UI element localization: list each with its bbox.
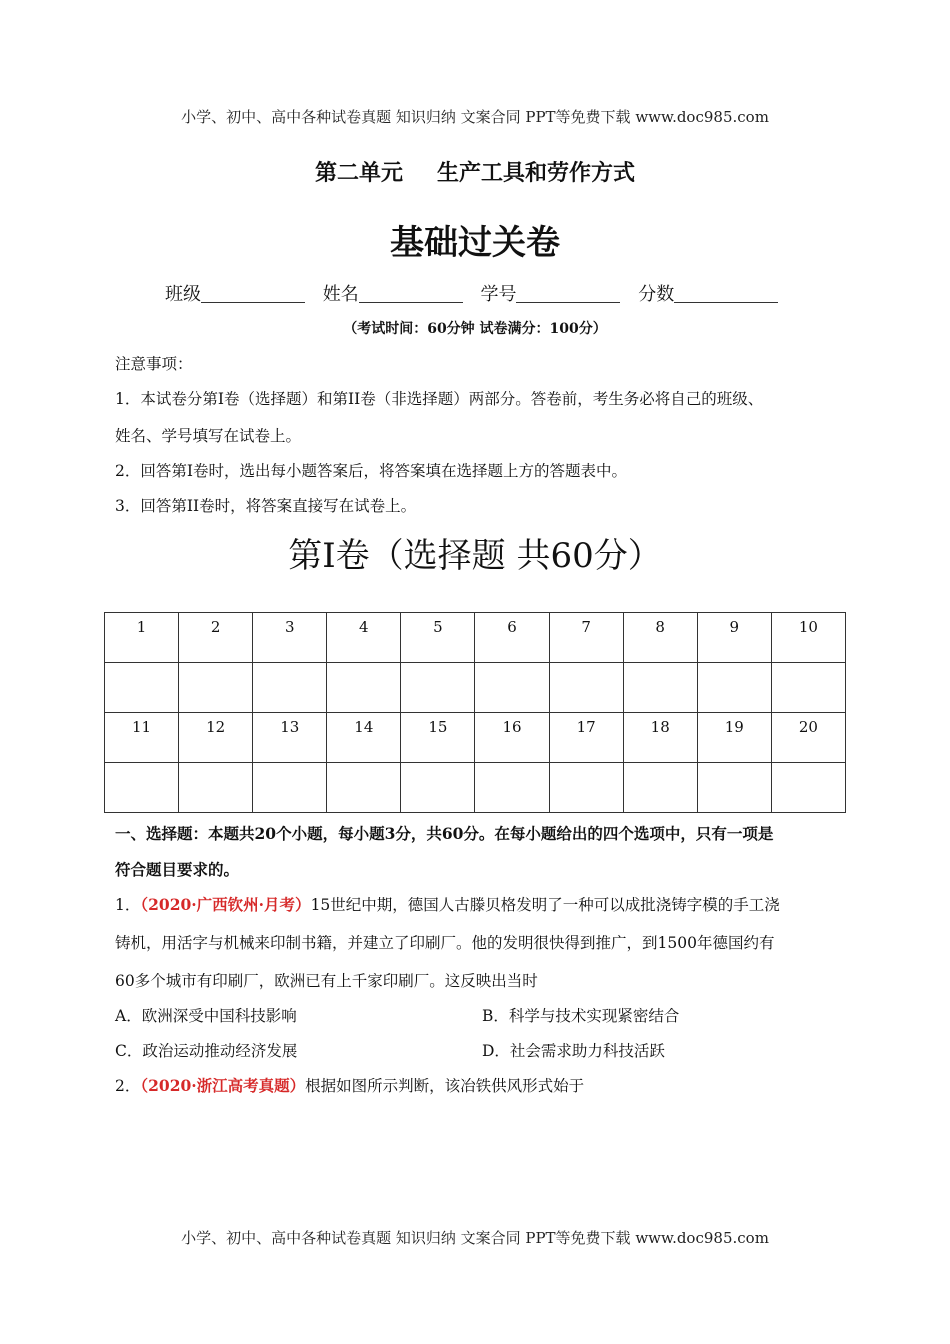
page-title: 基础过关卷 (390, 223, 560, 263)
question-number: 16 (475, 713, 549, 763)
unit-topic: 生产工具和劳作方式 (437, 161, 636, 186)
class-label: 班级 (165, 284, 201, 305)
question-number: 17 (549, 713, 623, 763)
page-header: 小学、初中、高中各种试卷真题 知识归纳 文案合同 PPT等免费下载 www.doc985.com (181, 108, 769, 126)
question-2-text: 根据如图所示判断，该冶铁供风形式始于 (305, 1077, 585, 1095)
unit-name: 第二单元 (314, 161, 403, 186)
answer-cell[interactable] (105, 763, 179, 813)
answer-cell[interactable] (771, 663, 845, 713)
answer-cell[interactable] (475, 663, 549, 713)
question-number: 11 (105, 713, 179, 763)
question-1-line-3: 60多个城市有印刷厂，欧洲已有上千家印刷厂。这反映出当时 (115, 972, 538, 990)
question-1-line-1 (115, 893, 780, 915)
question-number: 14 (327, 713, 401, 763)
option-d[interactable]: D．社会需求助力科技活跃 (482, 1042, 665, 1060)
note-1-line-1: 1．本试卷分第I卷（选择题）和第II卷（非选择题）两部分。答卷前，考生务必将自己的班级、 (115, 390, 764, 408)
question-number: 10 (771, 613, 845, 663)
instructions-line-2: 符合题目要求的。 (115, 860, 240, 879)
score-field[interactable] (674, 284, 778, 303)
question-number: 5 (401, 613, 475, 663)
option-a[interactable]: A．欧洲深受中国科技影响 (115, 1007, 297, 1025)
answer-cell[interactable] (253, 663, 327, 713)
question-number: 2 (179, 613, 253, 663)
notes-heading: 注意事项： (115, 355, 193, 373)
answer-table-blank-row (105, 763, 846, 813)
question-number: 8 (623, 613, 697, 663)
question-number: 9 (697, 613, 771, 663)
answer-cell[interactable] (623, 663, 697, 713)
question-2-source: （2020·浙江高考真题） (140, 1076, 306, 1095)
student-id-field[interactable] (516, 284, 620, 303)
answer-cell[interactable] (475, 763, 549, 813)
question-number: 12 (179, 713, 253, 763)
section-title: 第I卷（选择题 共60分） (288, 536, 662, 576)
question-number: 18 (623, 713, 697, 763)
question-number: 6 (475, 613, 549, 663)
answer-cell[interactable] (549, 763, 623, 813)
page-footer: 小学、初中、高中各种试卷真题 知识归纳 文案合同 PPT等免费下载 www.doc985.com (181, 1229, 769, 1247)
answer-cell[interactable] (327, 763, 401, 813)
question-number: 3 (253, 613, 327, 663)
answer-table-blank-row (105, 663, 846, 713)
question-2-number: 2． (115, 1077, 141, 1095)
question-number: 20 (771, 713, 845, 763)
answer-table-number-row (105, 713, 846, 763)
question-number: 7 (549, 613, 623, 663)
instructions-line-1: 一、选择题：本题共20个小题，每小题3分，共60分。在每小题给出的四个选项中，只有一项是 (115, 824, 774, 843)
answer-cell[interactable] (697, 763, 771, 813)
question-1-line-2: 铸机，用活字与机械来印制书籍，并建立了印刷厂。他的发明很快得到推广，到1500年德国约有 (115, 934, 775, 952)
answer-table (104, 612, 846, 813)
answer-cell[interactable] (105, 663, 179, 713)
answer-cell[interactable] (697, 663, 771, 713)
score-label: 分数 (638, 284, 675, 305)
student-info-line (165, 280, 790, 306)
question-number: 13 (253, 713, 327, 763)
question-1-number: 1． (115, 896, 141, 914)
answer-cell[interactable] (771, 763, 845, 813)
note-1-line-2: 姓名、学号填写在试卷上。 (115, 427, 302, 445)
note-3: 3．回答第II卷时，将答案直接写在试卷上。 (115, 497, 417, 515)
option-c[interactable]: C．政治运动推动经济发展 (115, 1042, 298, 1060)
name-field[interactable] (359, 284, 463, 303)
answer-cell[interactable] (327, 663, 401, 713)
question-1-source: （2020·广西钦州·月考） (140, 895, 311, 914)
exam-time: （考试时间：60分钟 试卷满分：100分） (343, 321, 607, 337)
option-b[interactable]: B．科学与技术实现紧密结合 (482, 1007, 680, 1025)
name-label: 姓名 (322, 284, 359, 305)
answer-cell[interactable] (179, 663, 253, 713)
answer-cell[interactable] (253, 763, 327, 813)
answer-table-number-row (105, 613, 846, 663)
question-number: 4 (327, 613, 401, 663)
student-id-label: 学号 (480, 284, 517, 305)
answer-cell[interactable] (549, 663, 623, 713)
answer-cell[interactable] (623, 763, 697, 813)
question-2-line (115, 1074, 584, 1096)
note-2: 2．回答第I卷时，选出每小题答案后，将答案填在选择题上方的答题表中。 (115, 462, 627, 480)
unit-title (0, 156, 950, 187)
answer-cell[interactable] (179, 763, 253, 813)
question-number: 19 (697, 713, 771, 763)
answer-cell[interactable] (401, 663, 475, 713)
question-1-text: 15世纪中期，德国人古滕贝格发明了一种可以成批浇铸字模的手工浇 (310, 896, 780, 914)
class-field[interactable] (201, 284, 305, 303)
answer-cell[interactable] (401, 763, 475, 813)
question-number: 15 (401, 713, 475, 763)
question-number: 1 (105, 613, 179, 663)
